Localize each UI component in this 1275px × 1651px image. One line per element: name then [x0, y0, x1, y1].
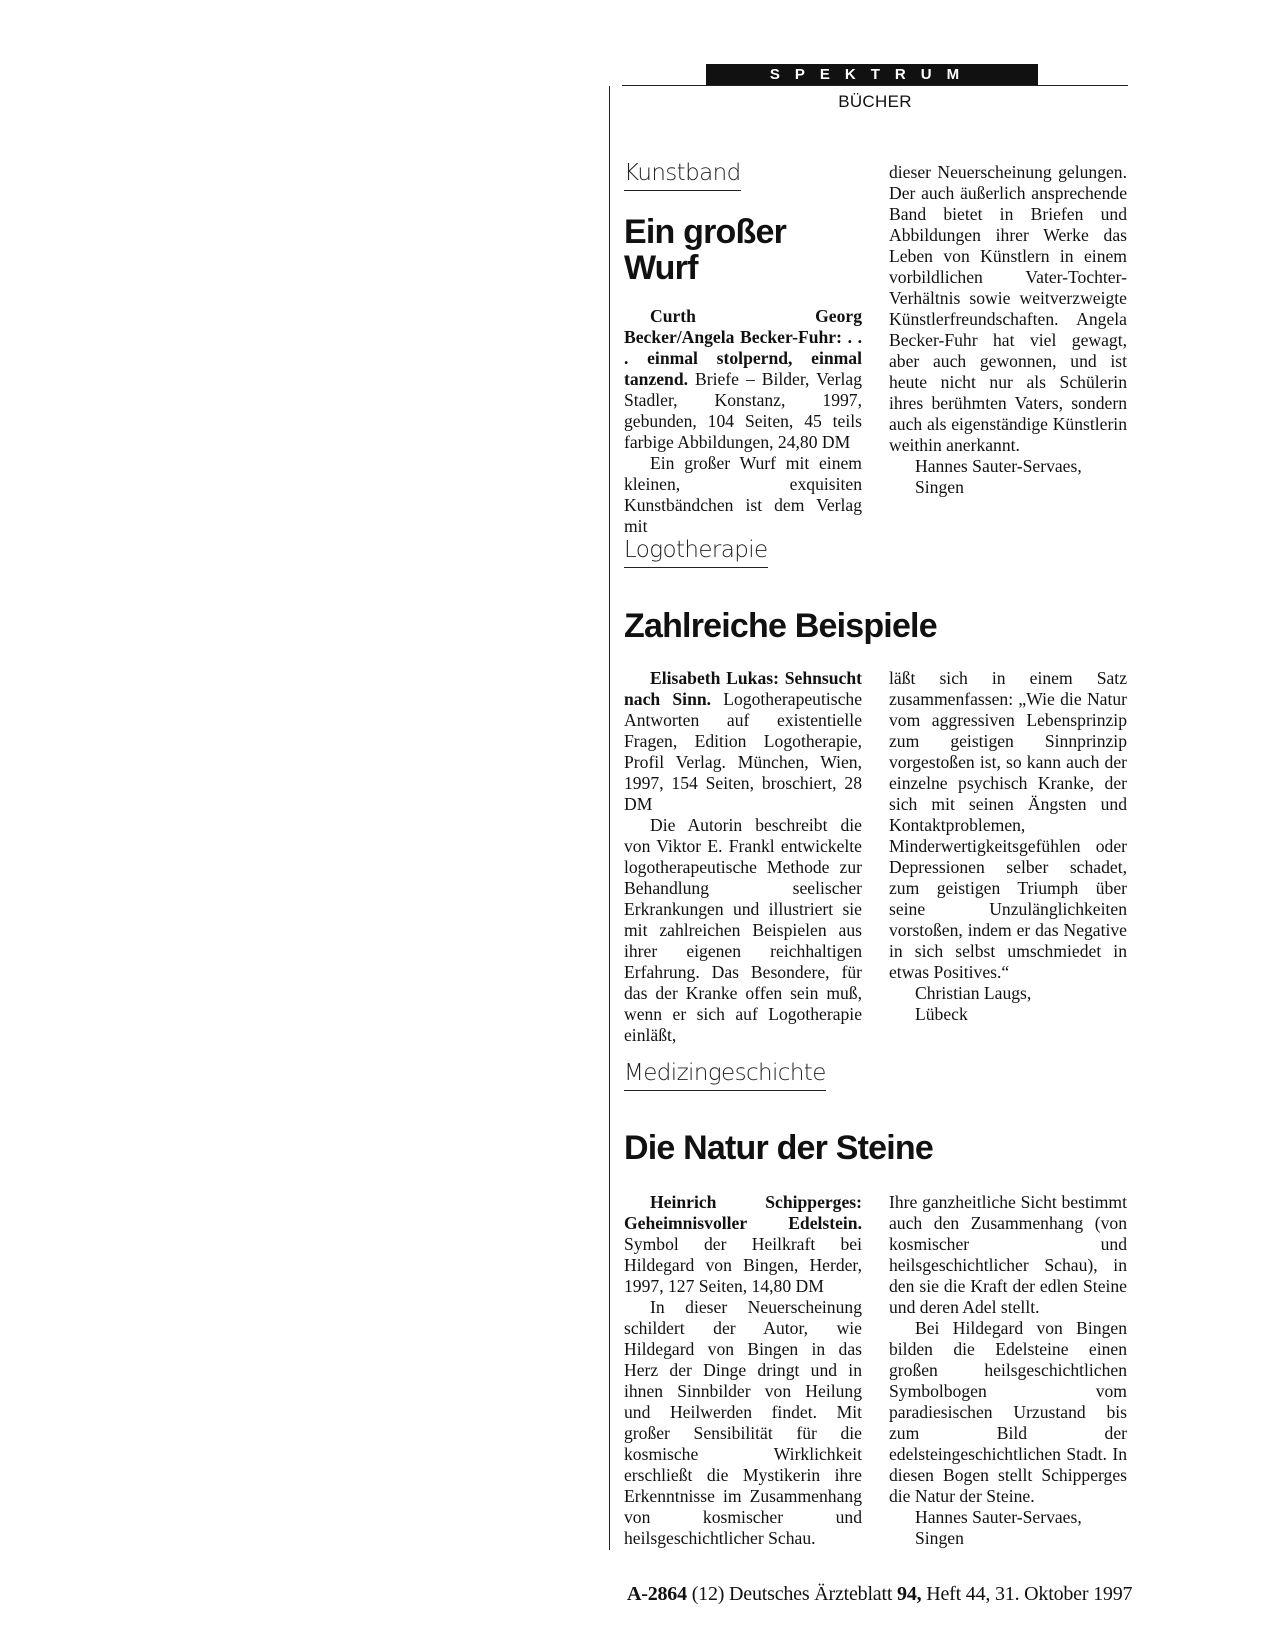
review-column-right: [889, 668, 1127, 1025]
page-footer: [627, 1582, 1132, 1606]
review-column-right: [889, 162, 1127, 498]
review-kicker: Kunstband: [624, 158, 741, 191]
headline-line: Wurf: [624, 249, 698, 287]
headline-line: Ein großer: [624, 213, 787, 251]
reviewer-city: Singen: [915, 477, 964, 497]
issue-date: Heft 44, 31. Oktober 1997: [926, 1583, 1133, 1605]
column-divider: [609, 86, 610, 1550]
review-text: Bei Hildegard von Bingen bilden die Edelsteine einen großen heilsgeschichtlichen Symbolbogen vom paradiesischen Urzustand bis zum Bild der edelsteingeschichtlichen Stadt. In diesen Bogen stellt Schipperges die Natur der Steine.: [889, 1318, 1127, 1506]
citation-author-title: Curth Georg Becker/Angela Becker-Fuhr: . . . einmal stolpernd, einmal tanzend.: [624, 306, 862, 389]
citation-author-title: Elisabeth Lukas: Sehnsucht nach Sinn.: [624, 668, 862, 709]
review-text: dieser Neuerscheinung gelungen. Der auch äußerlich ansprechende Band bietet in Briefen und Abbildungen ihrer Werke das Leben von Künstlern in einem vorbildlichen Vater-Tochter-Verhältnis sowie weitverzweigte Künstlerfreundschaften. Angela Becker-Fuhr hat viel gewagt, aber auch gewonnen, und ist heute nicht nur als Schülerin ihres berühmten Vaters, sondern auch als eigenständige Künstlerin weithin anerkannt.: [889, 162, 1127, 455]
reviewer-name: Hannes Sauter-Servaes,: [915, 1507, 1082, 1527]
reviewer-name: Hannes Sauter-Servaes,: [915, 456, 1082, 476]
review-text: Ihre ganzheitliche Sicht bestimmt auch den Zusammenhang (von kosmischer und heilsgeschichtlicher Schau), in den sie die Kraft der edlen Steine und deren Adel stellt.: [889, 1192, 1127, 1317]
journal-name: (12) Deutsches Ärzteblatt: [691, 1583, 893, 1605]
review-text: Die Autorin beschreibt die von Viktor E. Frankl entwickelte logotherapeutische Methode zur Behandlung seelischer Erkrankungen und illustriert sie mit zahlreichen Beispielen aus ihrer eigenen reichhaltigen Erfahrung. Das Besondere, für das der Kranke offen sein muß, wenn er sich auf Logotherapie einläßt,: [624, 815, 862, 1045]
reviewer-city: Singen: [915, 1528, 964, 1548]
citation-author-title: Heinrich Schipperges: Geheimnisvoller Edelstein.: [624, 1192, 862, 1233]
review-column-left: [624, 668, 862, 1046]
book-citation: [624, 306, 862, 453]
citation-details: Logotherapeutische Antworten auf existentielle Fragen, Edition Logotherapie, Profil Verlag. München, Wien, 1997, 154 Seiten, broschiert, 28 DM: [624, 689, 863, 814]
page-number: A-2864: [627, 1583, 687, 1605]
review-headline: Zahlreiche Beispiele: [624, 607, 937, 645]
review-column-right: [889, 1192, 1127, 1549]
review-kicker: Logotherapie: [624, 535, 768, 568]
review-column-left: [624, 1192, 862, 1549]
reviewer-name: Christian Laugs,: [915, 983, 1032, 1003]
citation-details: Briefe – Bilder, Verlag Stadler, Konstanz, 1997, gebunden, 104 Seiten, 45 teils farbige Abbildungen, 24,80 DM: [624, 369, 862, 452]
reviewer-city: Lübeck: [915, 1004, 968, 1024]
review-text: läßt sich in einem Satz zusammenfassen: „Wie die Natur vom aggressiven Lebensprinzip zum geistigen Sinnprinzip vorgestoßen ist, so kann auch der einzelne psychisch Kranke, der sich mit seinen Ängsten und Kontaktproblemen, Minderwertigkeitsgefühlen oder Depressionen selber schadet, zum geistigen Triumph über seine Unzulänglichkeiten vorstoßen, indem er das Negative in sich selbst umschmiedet in etwas Positives.“: [889, 668, 1127, 982]
review-headline: [624, 214, 786, 286]
review-column-left: [624, 306, 862, 537]
citation-details: Symbol der Heilkraft bei Hildegard von Bingen, Herder, 1997, 127 Seiten, 14,80 DM: [624, 1234, 862, 1296]
review-headline: Die Natur der Steine: [624, 1129, 933, 1167]
header-rule: [622, 85, 1128, 86]
review-kicker: Medizingeschichte: [624, 1058, 826, 1091]
section-subtitle: BÜCHER: [838, 92, 912, 111]
book-citation: [624, 668, 862, 815]
review-text: In dieser Neuerscheinung schildert der Autor, wie Hildegard von Bingen in das Herz der Dinge dringt und in ihnen Sinnbilder von Heilung und Heilwerden findet. Mit großer Sensibilität für die kosmische Wirklichkeit erschließt die Mystikerin ihre Erkenntnisse im Zusammenhang von kosmischer und heilsgeschichtlicher Schau.: [624, 1297, 862, 1548]
review-text: Ein großer Wurf mit einem kleinen, exquisiten Kunstbändchen ist dem Verlag mit: [624, 453, 862, 536]
volume-number: 94,: [897, 1583, 922, 1605]
book-citation: [624, 1192, 862, 1297]
section-banner: SPEKTRUM: [706, 64, 1038, 86]
